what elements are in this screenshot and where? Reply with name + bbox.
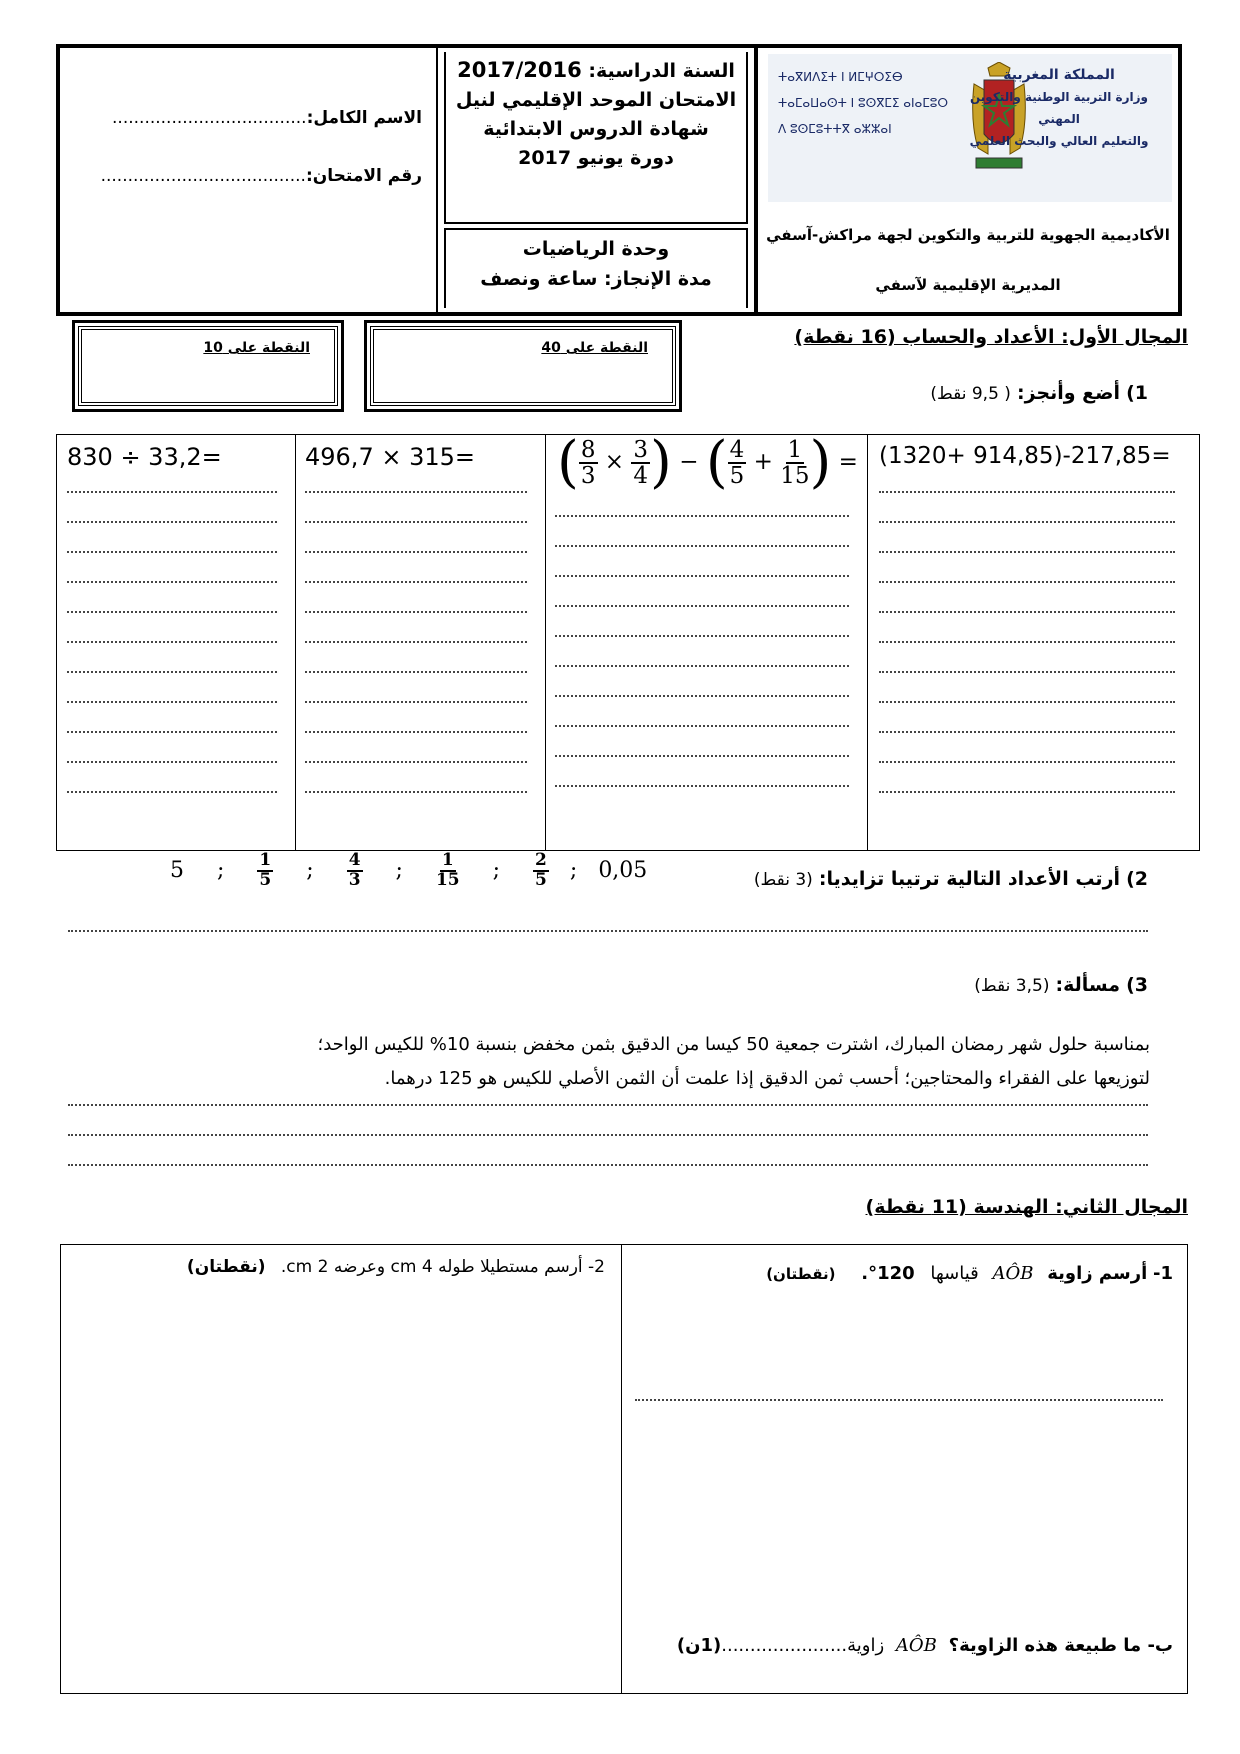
calc-cell-fractions[interactable]: [545, 430, 868, 850]
numbers-to-order: [170, 852, 647, 890]
score-box-10: [78, 326, 338, 406]
exam-duration: مدة الإنجاز: ساعة ونصف: [480, 268, 712, 290]
calc-multiplication: 496,7 × 315=: [305, 443, 475, 471]
answer-lines: [555, 515, 849, 835]
full-name-row: [112, 108, 422, 128]
calc-fraction-expression: ( $\frac{8}{3}$ × $\frac{3}{4}$ ) − ( $\frac{4}{5}$ + $\frac{1}{15}$ ) =: [557, 430, 858, 495]
angle-nature-question: [677, 1635, 1173, 1656]
angle-answer-line[interactable]: [635, 1399, 1163, 1409]
ministry-name-1: وزارة التربية الوطنية والتكوين المهني: [970, 90, 1148, 126]
q3-number: 3): [1126, 974, 1148, 996]
separator: ;: [217, 857, 225, 883]
angle-q-number: 1-: [1152, 1263, 1173, 1284]
student-info: [60, 48, 438, 312]
ministry-name-2: والتعليم العالي والبحث العلمي: [969, 134, 1149, 148]
school-year-value: 2017/2016: [457, 58, 582, 82]
separator: ;: [306, 857, 314, 883]
tifinagh-line-1: ⵜⴰⴳⵍⴷⵉⵜ ⵏ ⵍⵎⵖⵔⵉⴱ: [778, 70, 903, 84]
angle-points: (نقطتان): [766, 1265, 836, 1283]
answer-lines: [67, 491, 277, 831]
q1-points: ( 9,5 نقط): [930, 384, 1011, 404]
exam-session: دورة يونيو 2017: [518, 147, 674, 169]
calc-addition: (1320+ 914,85)-217,85=: [879, 443, 1171, 469]
angle-nature-answer[interactable]: زاوية......................: [721, 1635, 885, 1656]
section1-title: المجال الأول: الأعداد والحساب (16 نقطة): [794, 326, 1188, 348]
subject-box: [444, 228, 748, 308]
answer-lines: [305, 491, 527, 831]
problem-text: [90, 1028, 1150, 1096]
administration-info: [758, 48, 1178, 312]
calc-fraction-equals: =: [838, 449, 858, 475]
fraction-2-5: $\frac{2}{5}$: [535, 850, 547, 890]
rectangle-instruction: 2- أرسم مستطيلا طوله 4 cm وعرضه 2 cm.: [280, 1257, 605, 1277]
subject-unit: وحدة الرياضيات: [522, 238, 670, 260]
geometry-table: [60, 1244, 1188, 1694]
angle-name: AÔB: [992, 1263, 1034, 1284]
exam-header: [56, 44, 1182, 316]
exam-title-box: [444, 52, 748, 224]
answer-lines: [879, 491, 1175, 831]
ministry-logo: [768, 54, 1172, 202]
exam-title-2: شهادة الدروس الابتدائية: [483, 118, 709, 140]
exam-title-1: الامتحان الموحد الإقليمي لنيل: [455, 89, 737, 111]
separator: ;: [569, 857, 578, 883]
q3-label: مسألة:: [1055, 974, 1121, 996]
number-0-05: 0,05: [598, 857, 648, 883]
rectangle-drawing-cell[interactable]: [61, 1245, 622, 1693]
full-name-label: الاسم الكامل:: [306, 108, 422, 128]
q1-label: أضع وأنجز:: [1016, 382, 1121, 404]
exam-info: [438, 48, 758, 312]
q2-geometry-prompt: [187, 1257, 605, 1277]
calc-cell-addition[interactable]: [867, 435, 1199, 850]
q2-label: أرتب الأعداد التالية ترتيبا تزايديا:: [818, 868, 1121, 890]
q1-number: 1): [1126, 382, 1148, 404]
angle-q-text-b: قياسها: [930, 1263, 979, 1284]
rectangle-points: (نقطتان): [186, 1257, 266, 1277]
angle-nature-name: AÔB: [895, 1635, 937, 1656]
exam-number-field[interactable]: ......................................: [100, 166, 306, 186]
calc-division: 830 ÷ 33,2=: [67, 443, 222, 471]
fraction-4-3: $\frac{4}{3}$: [348, 850, 361, 890]
section2-title: المجال الثاني: الهندسة (11 نقطة): [865, 1196, 1188, 1218]
q2-points: (3 نقط): [753, 870, 813, 890]
q2-answer-line[interactable]: [68, 930, 1148, 940]
fraction-1-15: $\frac{1}{15}$: [435, 850, 460, 890]
school-year-label: السنة الدراسية:: [588, 60, 735, 82]
separator: ;: [395, 857, 403, 883]
q1-heading: [930, 382, 1148, 404]
number-5: 5: [170, 857, 184, 883]
angle-q-text-a: أرسم زاوية: [1047, 1263, 1148, 1284]
calc-cell-division[interactable]: [57, 435, 296, 850]
tifinagh-line-3: ⴷ ⵓⵙⵎⵓⵜⵜⴳ ⴰⵣⵣⴰⵏ: [778, 122, 892, 136]
tifinagh-line-2: ⵜⴰⵎⴰⵡⴰⵙⵜ ⵏ ⵓⵙⴳⵎⵉ ⴰⵏⴰⵎⵓⵔ: [778, 96, 949, 110]
problem-line-1: بمناسبة حلول شهر رمضان المبارك، اشترت جمعية 50 كيسا من الدقيق بثمن مخفض بنسبة 10% للكيس الواحد؛: [317, 1034, 1150, 1055]
exam-number-label: رقم الامتحان:: [305, 166, 422, 186]
q3-heading: [974, 974, 1148, 996]
score-box-40: [370, 326, 676, 406]
angle-nature-label: ب- ما طبيعة هذه الزاوية؟: [948, 1635, 1173, 1656]
q3-answer-lines[interactable]: [68, 1104, 1148, 1174]
score-40-label: النقطة على 40: [541, 340, 648, 356]
fraction-1-5: $\frac{1}{5}$: [259, 850, 272, 890]
q3-points: (3,5 نقط): [974, 976, 1050, 996]
directorate-name: المديرية الإقليمية لآسفي: [875, 276, 1061, 294]
score-10-label: النقطة على 10: [203, 340, 310, 356]
exam-number-row: [101, 166, 422, 186]
ministry-arabic-text: [954, 64, 1164, 152]
kingdom-name: المملكة المغربية: [1003, 67, 1115, 83]
separator: ;: [492, 857, 501, 883]
full-name-field[interactable]: ....................................: [112, 108, 307, 128]
angle-drawing-cell[interactable]: [621, 1245, 1187, 1693]
problem-line-2: لتوزيعها على الفقراء والمحتاجين؛ أحسب ثمن الدقيق إذا علمت أن الثمن الأصلي للكيس هو 125 درهما.: [384, 1068, 1150, 1089]
academy-name: الأكاديمية الجهوية للتربية والتكوين لجهة مراكش-آسفي: [766, 226, 1170, 244]
angle-measure: 120°.: [861, 1263, 915, 1284]
q2-heading: [754, 868, 1148, 890]
school-year: [446, 56, 746, 86]
q2-number: 2): [1126, 868, 1148, 890]
tifinagh-text: [778, 64, 968, 142]
angle-nature-points: (1ن): [676, 1635, 722, 1656]
calculation-table: [56, 430, 1200, 851]
calc-cell-multiplication[interactable]: [295, 435, 546, 850]
q1-geometry-prompt: [766, 1263, 1173, 1284]
